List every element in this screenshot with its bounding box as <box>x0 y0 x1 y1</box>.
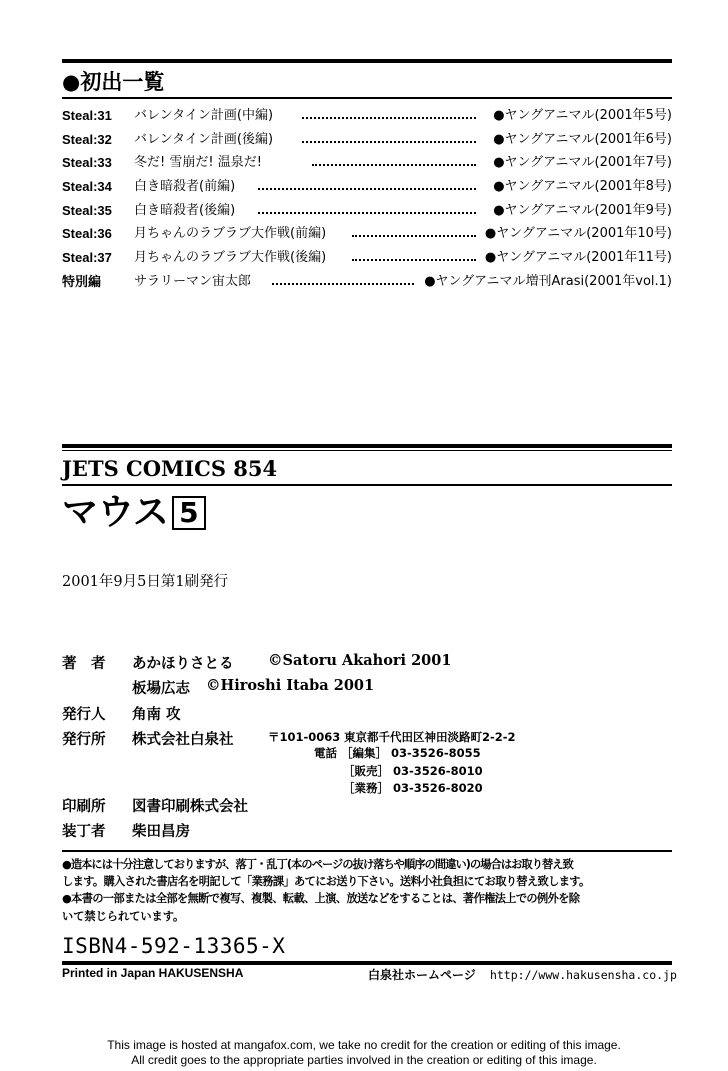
publisher-name: 株式会社白泉社 <box>132 731 234 748</box>
designer-label: 装丁者 <box>62 823 106 840</box>
leader-dots <box>352 259 476 261</box>
book-title <box>62 491 206 539</box>
author2-copyright: ©Hiroshi Itaba 2001 <box>206 677 375 694</box>
chapter-label: Steal:37 <box>62 250 112 266</box>
chapter-title: バレンタイン計画(後編) <box>134 131 274 147</box>
leader-dots <box>258 188 476 190</box>
leader-dots <box>272 283 414 285</box>
tel-editorial-row <box>314 745 481 761</box>
chapter-title: 白き暗殺者(前編) <box>134 179 236 195</box>
printed-in: Printed in Japan HAKUSENSHA <box>62 966 244 980</box>
hosting-notice-line2: All credit goes to the appropriate parties involved in the creation or editing of this image. <box>131 1053 597 1067</box>
chapter-label: Steal:35 <box>62 202 112 218</box>
printer-name: 図書印刷株式会社 <box>132 798 248 815</box>
homepage <box>368 966 677 983</box>
volume-number: 5 <box>172 496 206 530</box>
list-item <box>62 128 672 152</box>
list-item <box>62 222 672 246</box>
leader-dots <box>352 235 476 237</box>
leader-dots <box>302 141 476 143</box>
chapter-title: 月ちゃんのラブラブ大作戦(前編) <box>134 226 327 242</box>
chapter-title: サラリーマン宙太郎 <box>134 273 252 289</box>
chapter-source: ●ヤングアニマル(2001年5号) <box>493 108 672 123</box>
isbn-rule <box>62 961 672 965</box>
list-item <box>62 104 672 128</box>
tel-business-label: ［業務］ <box>343 781 389 795</box>
chapter-source: ●ヤングアニマル増刊Arasi(2001年vol.1) <box>424 273 672 289</box>
book-title-text: マウス <box>62 492 169 533</box>
chapter-source: ●ヤングアニマル(2001年10号) <box>484 226 672 242</box>
author-copyright: ©Satoru Akahori 2001 <box>268 652 452 669</box>
chapter-label: Steal:33 <box>62 155 112 171</box>
chapter-source: ●ヤングアニマル(2001年11号) <box>484 250 672 266</box>
list-item <box>62 246 672 270</box>
designer-name: 柴田昌房 <box>132 823 190 840</box>
isbn: ISBN4-592-13365-X <box>62 934 286 958</box>
postal-code: 〒101-0063 <box>268 730 341 744</box>
colophon-thin-rule <box>62 450 672 451</box>
chapter-label: 特別編 <box>62 273 102 289</box>
publish-date: 2001年9月5日第1刷発行 <box>62 574 229 590</box>
list-item <box>62 151 672 175</box>
chapter-label: Steal:32 <box>62 131 112 147</box>
tel-label: 電話 <box>314 746 337 760</box>
tel-editorial-number: 03-3526-8055 <box>391 746 481 760</box>
hosting-notice-line1: This image is hosted at mangafox.com, we take no credit for the creation or editing of this image. <box>107 1038 621 1052</box>
author2-name: 板場広志 <box>132 680 190 697</box>
chapter-label: Steal:34 <box>62 179 112 195</box>
chapter-source: ●ヤングアニマル(2001年8号) <box>493 179 672 195</box>
chapter-label: Steal:36 <box>62 226 112 242</box>
tel-business-row <box>343 780 483 796</box>
chapter-title: 白き暗殺者(後編) <box>134 202 236 218</box>
first-appearance-heading: ●初出一覧 <box>62 70 165 94</box>
author-label: 著 者 <box>62 655 106 672</box>
leader-dots <box>302 117 476 119</box>
notes-rule <box>62 850 672 852</box>
list-item <box>62 199 672 223</box>
chapter-source: ●ヤングアニマル(2001年6号) <box>493 131 672 147</box>
homepage-label: 白泉社ホームページ <box>368 968 476 982</box>
homepage-url[interactable]: http://www.hakusensha.co.jp <box>489 968 677 982</box>
notes-line: ●造本には十分注意しておりますが、落丁・乱丁(本のページの抜け落ちや順序の間違い)の場合はお取り替え致 <box>62 858 573 871</box>
first-appearance-list <box>62 104 672 294</box>
chapter-title: 冬だ! 雪崩だ! 温泉だ! <box>134 155 262 171</box>
notes <box>62 856 674 925</box>
chapter-title: バレンタイン計画(中編) <box>134 108 274 123</box>
list-item <box>62 175 672 199</box>
notes-line: ●本書の一部または全部を無断で複写、複製、転載、上演、放送などをすることは、著作権法上での例外を除 <box>62 892 580 906</box>
publisher-address: 東京都千代田区神田淡路町2-2-2 <box>344 730 516 744</box>
chapter-label: Steal:31 <box>62 108 112 123</box>
leader-dots <box>258 212 476 214</box>
publisher-person: 角南 攻 <box>132 706 181 723</box>
publisher-label: 発行所 <box>62 731 106 748</box>
tel-editorial-label: ［編集］ <box>341 746 388 760</box>
series-line: JETS COMICS 854 <box>62 456 278 481</box>
heading-rule <box>62 97 672 99</box>
tel-business-number: 03-3526-8020 <box>393 781 483 795</box>
list-item <box>62 270 672 294</box>
chapter-source: ●ヤングアニマル(2001年7号) <box>493 155 672 171</box>
publisher-person-label: 発行人 <box>62 706 106 723</box>
top-rule <box>62 59 672 63</box>
tel-sales-number: 03-3526-8010 <box>393 764 483 778</box>
printer-label: 印刷所 <box>62 798 106 815</box>
notes-line: します。購入された書店名を明記して「業務課」あてにお送り下さい。送料小社負担にてお取り替え致します。 <box>62 875 590 889</box>
leader-dots <box>312 164 476 166</box>
chapter-title: 月ちゃんのラブラブ大作戦(後編) <box>134 250 327 266</box>
tel-sales-label: ［販売］ <box>343 764 389 778</box>
series-rule <box>62 484 672 486</box>
colophon-top-rule <box>62 444 672 448</box>
chapter-source: ●ヤングアニマル(2001年9号) <box>493 202 672 218</box>
notes-line: いて禁じられています。 <box>62 909 185 923</box>
tel-sales-row <box>343 763 483 779</box>
author-name: あかほりさとる <box>132 655 234 672</box>
